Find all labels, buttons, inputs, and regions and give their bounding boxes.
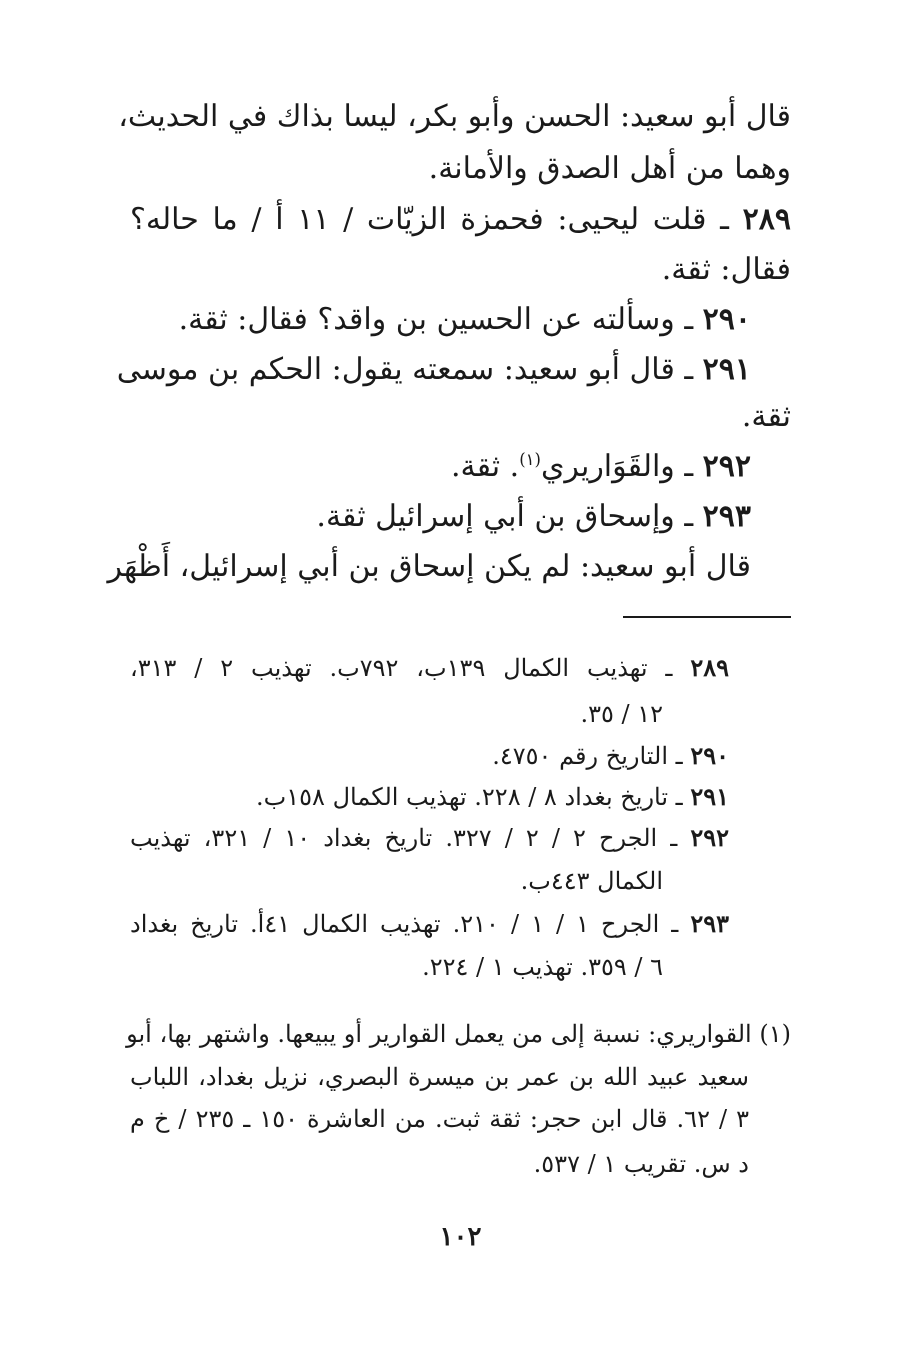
ref-292 — [130, 823, 730, 852]
main-line-10 — [107, 549, 751, 584]
main-line-2 — [428, 151, 791, 186]
ref-text: ٦ / ٣٥٩. تهذيب ١ / ٢٢٤. — [422, 953, 663, 981]
ref-290 — [492, 741, 729, 770]
ref-291 — [256, 782, 729, 811]
footnote-line-3 — [130, 1107, 749, 1131]
entry-number: ٢٩٢ — [702, 449, 751, 484]
ref-293 — [130, 909, 729, 938]
entry-292 — [450, 449, 751, 484]
entry-text-after: . ثقة. — [450, 449, 520, 484]
entry-number: ٢٩٠ — [702, 302, 751, 337]
page-number: ١٠٢ — [439, 1222, 482, 1252]
ref-number: ٢٨٩ — [690, 653, 730, 682]
ref-289-cont — [580, 702, 663, 726]
main-line-4 — [661, 252, 791, 287]
ref-number: ٢٩٠ — [690, 741, 729, 770]
ref-text: ـ الجرح ١ / ١ / ٢١٠. تهذيب الكمال ٤١أ. تاريخ بغداد — [130, 910, 691, 938]
main-line-1 — [118, 99, 791, 134]
footnote-text: ٣ / ٦٢. قال ابن حجر: ثقة ثبت. من العاشرة ١٥٠ ـ ٢٣٥ / خ م — [130, 1105, 750, 1133]
ref-292-cont — [521, 869, 663, 893]
ref-number: ٢٩١ — [690, 782, 729, 811]
footnote-line-4 — [534, 1152, 749, 1176]
entry-text: ـ قلت ليحيى: فحمزة الزيّات / ١١ أ / ما حاله؟ — [130, 202, 743, 237]
entry-290 — [178, 302, 751, 337]
ref-text: ـ تهذيب الكمال ١٣٩ب، ٧٩٢ب. تهذيب ٢ / ٣١٣، — [130, 654, 691, 682]
main-line-4-text: فقال: ثقة. — [661, 252, 791, 287]
ref-text: ـ الجرح ٢ / ٢ / ٣٢٧. تاريخ بغداد ١٠ / ٣٢١، تهذيب — [130, 824, 691, 852]
footnote-marker: (١) — [519, 450, 541, 469]
ref-text: ١٢ / ٣٥. — [580, 700, 663, 728]
main-line-7 — [741, 399, 791, 434]
footnote-line-1 — [126, 1020, 791, 1048]
entry-text: ـ والقَوَاريري — [540, 449, 703, 484]
entry-number: ٢٨٩ — [742, 202, 791, 237]
entry-289 — [130, 202, 791, 237]
entry-293 — [316, 499, 751, 534]
footnote-marker: (١) — [759, 1020, 791, 1048]
main-line-2-text: وهما من أهل الصدق والأمانة. — [428, 151, 791, 186]
main-line-10-text: قال أبو سعيد: لم يكن إسحاق بن أبي إسرائيل، أَظْهَر — [107, 549, 751, 584]
ref-number: ٢٩٣ — [690, 909, 729, 938]
ref-text: ـ تاريخ بغداد ٨ / ٢٢٨. تهذيب الكمال ١٥٨ب. — [256, 783, 691, 811]
footnote-text: القواريري: نسبة إلى من يعمل القوارير أو يبيعها. واشتهر بها، أبو — [126, 1020, 760, 1048]
entry-text: ـ قال أبو سعيد: سمعته يقول: الحكم بن موسى — [116, 352, 703, 387]
footnote-text: سعيد عبيد الله بن عمر بن ميسرة البصري، نزيل بغداد، اللباب — [130, 1063, 749, 1091]
footnote-text: د س. تقريب ١ / ٥٣٧. — [533, 1150, 749, 1178]
entry-291 — [116, 352, 751, 387]
ref-289 — [130, 653, 730, 682]
footnote-separator — [623, 616, 791, 618]
entry-number: ٢٩٣ — [702, 499, 751, 534]
footnote-line-2 — [130, 1065, 749, 1089]
entry-text: ـ وسألته عن الحسين بن واقد؟ فقال: ثقة. — [178, 302, 703, 337]
main-line-7-text: ثقة. — [741, 399, 791, 434]
entry-text: ـ وإسحاق بن أبي إسرائيل ثقة. — [316, 499, 703, 534]
ref-text: ـ التاريخ رقم ٤٧٥٠. — [492, 742, 691, 770]
entry-number: ٢٩١ — [702, 352, 751, 387]
main-line-1-text: قال أبو سعيد: الحسن وأبو بكر، ليسا بذاك في الحديث، — [118, 99, 791, 134]
ref-text: الكمال ٤٤٣ب. — [520, 867, 663, 895]
ref-293-cont — [422, 955, 663, 979]
ref-number: ٢٩٢ — [690, 823, 730, 852]
